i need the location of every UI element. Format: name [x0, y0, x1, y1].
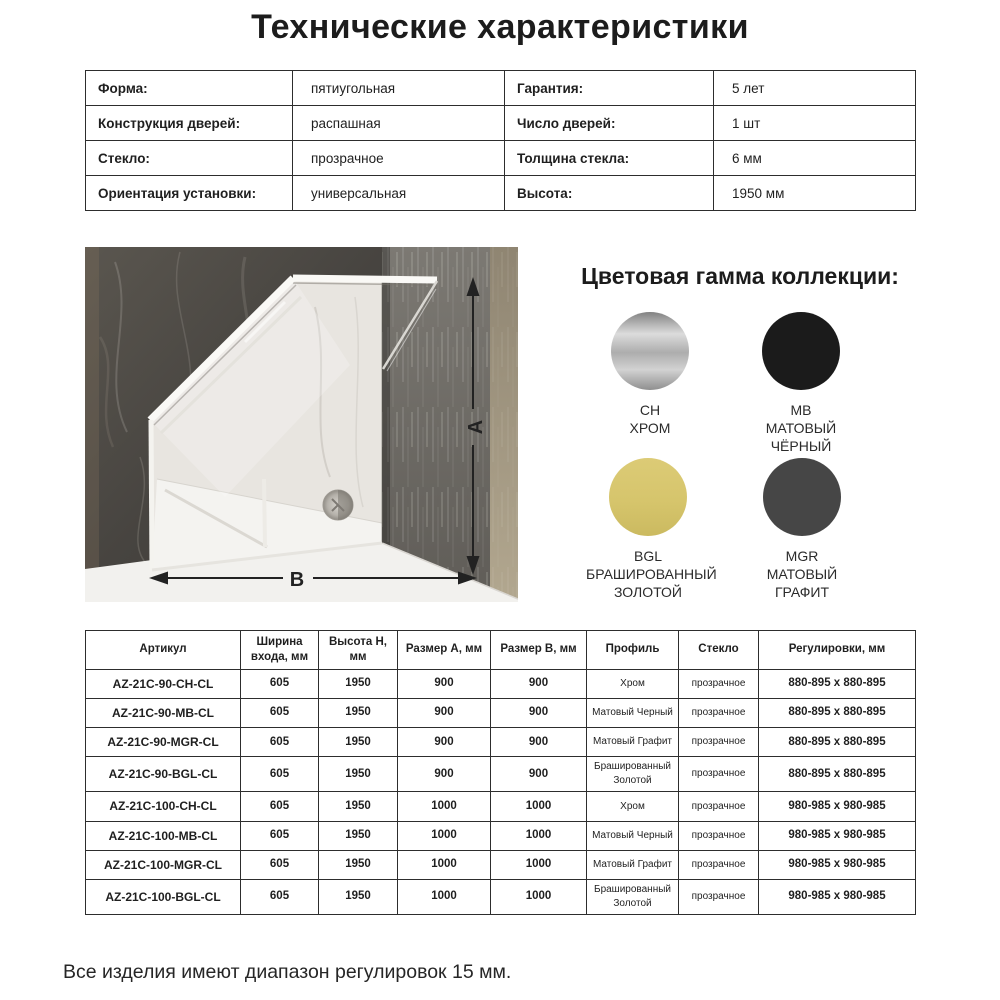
table-header-cell: Ширина входа, мм: [241, 631, 319, 670]
table-cell: Хром: [587, 792, 679, 821]
table-row: [86, 792, 916, 821]
spec-value: 6 мм: [714, 141, 916, 176]
table-header-row: [86, 631, 916, 670]
swatch-name: МАТОВЫЙ ЧЁРНЫЙ: [765, 420, 837, 455]
table-cell: 1950: [319, 669, 398, 698]
spec-value: пятиугольная: [293, 71, 505, 106]
table-cell: AZ-21C-100-MGR-CL: [86, 850, 241, 879]
table-row: [86, 728, 916, 757]
table-row: [86, 821, 916, 850]
swatch-name: МАТОВЫЙ ГРАФИТ: [766, 566, 838, 601]
table-cell: AZ-21C-100-MB-CL: [86, 821, 241, 850]
table-cell: прозрачное: [679, 728, 759, 757]
spec-label: Форма:: [86, 71, 293, 106]
brushed-gold-color-circle: [609, 458, 687, 536]
footnote: Все изделия имеют диапазон регулировок 15 мм.: [63, 961, 512, 983]
table-cell: 605: [241, 850, 319, 879]
table-cell: 900: [491, 699, 587, 728]
table-header-cell: Профиль: [587, 631, 679, 670]
spec-value: 5 лет: [714, 71, 916, 106]
table-cell: 1000: [491, 850, 587, 879]
table-cell: 900: [398, 699, 491, 728]
spec-value: распашная: [293, 106, 505, 141]
swatch-code: MGR: [785, 548, 819, 564]
table-cell: AZ-21C-90-BGL-CL: [86, 757, 241, 792]
table-cell: прозрачное: [679, 792, 759, 821]
spec-label: Ориентация установки:: [86, 176, 293, 211]
table-cell: 1950: [319, 880, 398, 915]
table-row: [86, 669, 916, 698]
table-cell: 1000: [398, 850, 491, 879]
dimension-a-label: A: [465, 419, 487, 435]
colors-title: Цветовая гамма коллекции:: [581, 263, 899, 289]
table-cell: 980-985 x 980-985: [759, 880, 916, 915]
matte-black-color-circle: [762, 312, 840, 390]
table-cell: 605: [241, 757, 319, 792]
table-cell: 605: [241, 699, 319, 728]
spec-row: [86, 141, 916, 176]
product-photo: [85, 247, 518, 602]
swatch-chrome: [580, 312, 720, 437]
table-cell: 605: [241, 821, 319, 850]
table-cell: AZ-21C-100-CH-CL: [86, 792, 241, 821]
spec-row: [86, 176, 916, 211]
table-cell: 1950: [319, 850, 398, 879]
table-cell: Хром: [587, 669, 679, 698]
table-row: [86, 757, 916, 792]
table-cell: 900: [491, 669, 587, 698]
sizes-table: [85, 630, 916, 915]
table-cell: AZ-21C-90-MGR-CL: [86, 728, 241, 757]
drain-icon: [323, 490, 353, 520]
table-cell: 1000: [398, 821, 491, 850]
swatch-matte-graphite: [732, 458, 872, 602]
table-cell: 1950: [319, 792, 398, 821]
table-cell: 1950: [319, 821, 398, 850]
table-row: [86, 699, 916, 728]
table-cell: 880-895 x 880-895: [759, 669, 916, 698]
table-cell: 605: [241, 792, 319, 821]
table-cell: 1950: [319, 728, 398, 757]
table-cell: 1000: [491, 880, 587, 915]
table-cell: 900: [491, 757, 587, 792]
table-cell: 900: [398, 728, 491, 757]
spec-value: прозрачное: [293, 141, 505, 176]
table-cell: Брашированный Золотой: [587, 757, 679, 792]
table-cell: прозрачное: [679, 880, 759, 915]
table-cell: 900: [398, 669, 491, 698]
swatch-code: BGL: [633, 548, 662, 564]
spec-label: Конструкция дверей:: [86, 106, 293, 141]
table-cell: прозрачное: [679, 669, 759, 698]
table-header-cell: Стекло: [679, 631, 759, 670]
table-cell: 900: [491, 728, 587, 757]
spec-label: Число дверей:: [505, 106, 714, 141]
spec-row: [86, 106, 916, 141]
swatch-name: ХРОМ: [629, 420, 671, 437]
table-header-cell: Размер B, мм: [491, 631, 587, 670]
table-cell: 980-985 x 980-985: [759, 821, 916, 850]
spec-value: 1 шт: [714, 106, 916, 141]
table-cell: 605: [241, 669, 319, 698]
table-cell: прозрачное: [679, 757, 759, 792]
table-cell: прозрачное: [679, 850, 759, 879]
table-cell: Матовый Графит: [587, 728, 679, 757]
swatch-code: CH: [639, 402, 661, 418]
table-cell: Матовый Графит: [587, 850, 679, 879]
specs-table: [85, 70, 916, 211]
table-cell: прозрачное: [679, 821, 759, 850]
chrome-color-circle: [611, 312, 689, 390]
table-cell: Матовый Черный: [587, 699, 679, 728]
table-header-cell: Артикул: [86, 631, 241, 670]
dimension-b-label: B: [289, 569, 305, 591]
table-cell: 880-895 x 880-895: [759, 728, 916, 757]
table-row: [86, 850, 916, 879]
table-cell: 605: [241, 880, 319, 915]
table-cell: 1000: [491, 792, 587, 821]
spec-label: Толщина стекла:: [505, 141, 714, 176]
table-cell: AZ-21C-90-MB-CL: [86, 699, 241, 728]
spec-label: Стекло:: [86, 141, 293, 176]
matte-graphite-color-circle: [763, 458, 841, 536]
table-header-cell: Высота H, мм: [319, 631, 398, 670]
table-cell: 1950: [319, 757, 398, 792]
spec-row: [86, 71, 916, 106]
table-cell: 1000: [398, 792, 491, 821]
spec-label: Гарантия:: [505, 71, 714, 106]
swatch-matte-black: [731, 312, 871, 456]
table-cell: Брашированный Золотой: [587, 880, 679, 915]
table-cell: 880-895 x 880-895: [759, 699, 916, 728]
table-header-cell: Размер A, мм: [398, 631, 491, 670]
table-cell: AZ-21C-90-CH-CL: [86, 669, 241, 698]
page-title: Технические характеристики: [251, 8, 749, 46]
table-cell: 1000: [491, 821, 587, 850]
table-cell: 980-985 x 980-985: [759, 792, 916, 821]
table-cell: прозрачное: [679, 699, 759, 728]
table-cell: 605: [241, 728, 319, 757]
table-cell: 980-985 x 980-985: [759, 850, 916, 879]
table-cell: AZ-21C-100-BGL-CL: [86, 880, 241, 915]
spec-label: Высота:: [505, 176, 714, 211]
table-cell: 1950: [319, 699, 398, 728]
table-cell: Матовый Черный: [587, 821, 679, 850]
swatch-brushed-gold: [578, 458, 718, 602]
spec-value: 1950 мм: [714, 176, 916, 211]
table-header-cell: Регулировки, мм: [759, 631, 916, 670]
spec-value: универсальная: [293, 176, 505, 211]
swatch-name: БРАШИРОВАННЫЙ ЗОЛОТОЙ: [586, 566, 717, 601]
table-cell: 900: [398, 757, 491, 792]
swatch-code: MB: [790, 402, 812, 418]
table-row: [86, 880, 916, 915]
table-cell: 1000: [398, 880, 491, 915]
table-cell: 880-895 x 880-895: [759, 757, 916, 792]
